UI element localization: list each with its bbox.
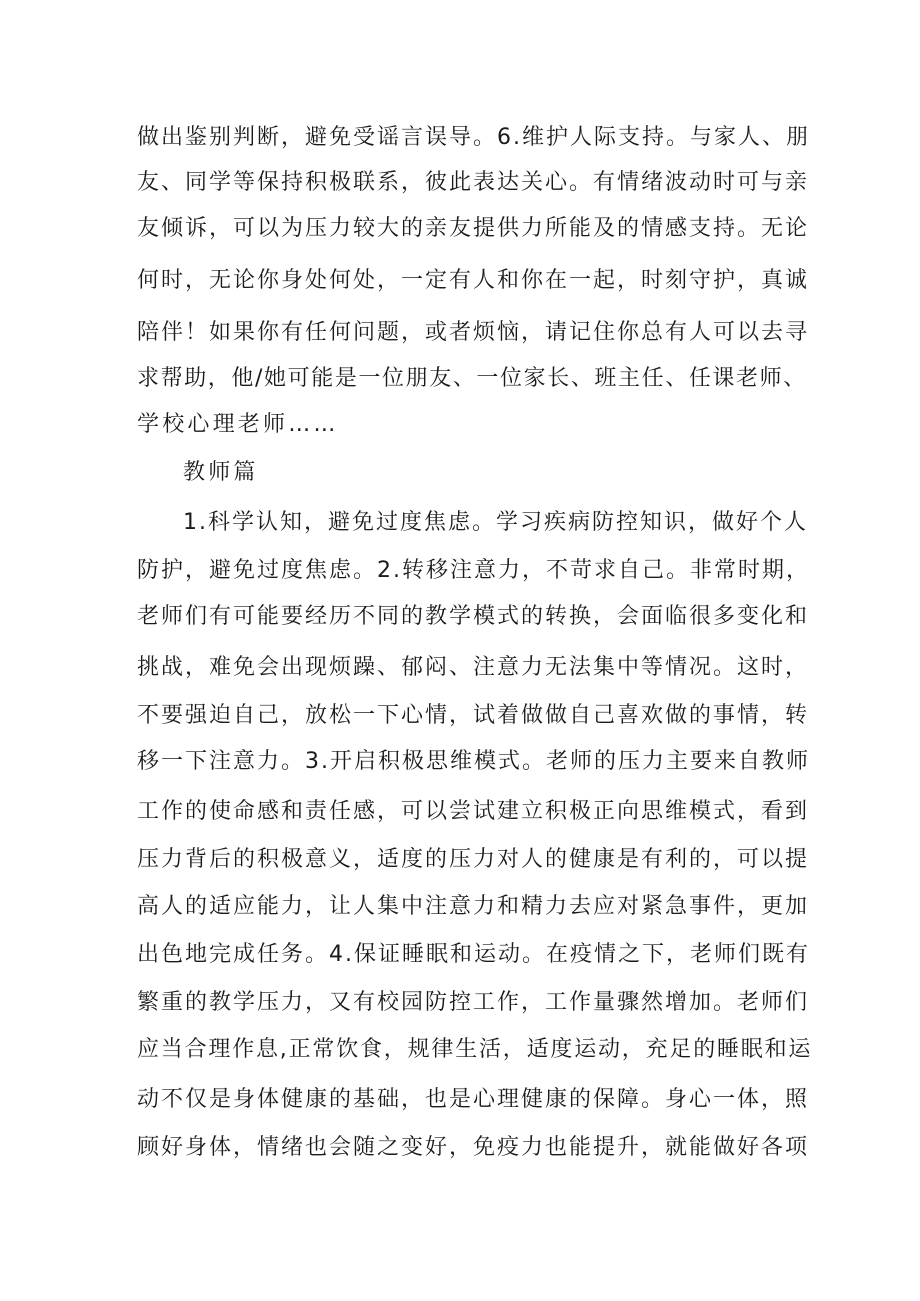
text-line: 1.科学认知，避免过度焦虑。学习疾病防控知识，做好个人 bbox=[183, 510, 808, 535]
text-line: 顾好身体，情绪也会随之变好，免疫力也能提升，就能做好各项 bbox=[137, 1135, 810, 1160]
text-line: 应当合理作息,正常饮食，规律生活，适度运动，充足的睡眠和运 bbox=[137, 1037, 813, 1062]
text-line: 出色地完成任务。4.保证睡眠和运动。在疫情之下，老师们既有 bbox=[137, 942, 810, 967]
text-line: 何时，无论你身处何处，一定有人和你在一起，时刻守护，真诚 bbox=[137, 268, 810, 293]
text-line: 高人的适应能力，让人集中注意力和精力去应对紧急事件，更加 bbox=[137, 894, 810, 919]
text-line: 挑战，难免会出现烦躁、郁闷、注意力无法集中等情况。这时， bbox=[137, 655, 810, 680]
text-line: 陪伴！如果你有任何问题，或者烦恼，请记住你总有人可以去寻 bbox=[137, 320, 810, 345]
text-line: 移一下注意力。3.开启积极思维模式。老师的压力主要来自教师 bbox=[137, 749, 810, 774]
text-line: 防护，避免过度焦虑。2.转移注意力，不苛求自己。非常时期， bbox=[137, 558, 810, 583]
section-heading: 教师篇 bbox=[183, 460, 259, 485]
text-line: 老师们有可能要经历不同的教学模式的转换，会面临很多变化和 bbox=[137, 604, 810, 629]
text-line: 压力背后的积极意义，适度的压力对人的健康是有利的，可以提 bbox=[137, 847, 810, 872]
text-line: 做出鉴别判断，避免受谣言误导。6.维护人际支持。与家人、朋 bbox=[137, 125, 810, 150]
text-line: 繁重的教学压力，又有校园防控工作，工作量骤然增加。老师们 bbox=[137, 990, 810, 1015]
text-line: 工作的使命感和责任感，可以尝试建立积极正向思维模式，看到 bbox=[137, 799, 810, 824]
text-line: 求帮助，他/她可能是一位朋友、一位家长、班主任、任课老师、 bbox=[137, 366, 807, 391]
text-line: 友倾诉，可以为压力较大的亲友提供力所能及的情感支持。无论 bbox=[137, 216, 810, 241]
text-line: 友、同学等保持积极联系，彼此表达关心。有情绪波动时可与亲 bbox=[137, 170, 810, 195]
text-line: 不要强迫自己，放松一下心情，试着做做自己喜欢做的事情，转 bbox=[137, 703, 810, 728]
text-line: 动不仅是身体健康的基础，也是心理健康的保障。身心一体，照 bbox=[137, 1087, 810, 1112]
text-line: 学校心理老师…… bbox=[137, 412, 339, 437]
